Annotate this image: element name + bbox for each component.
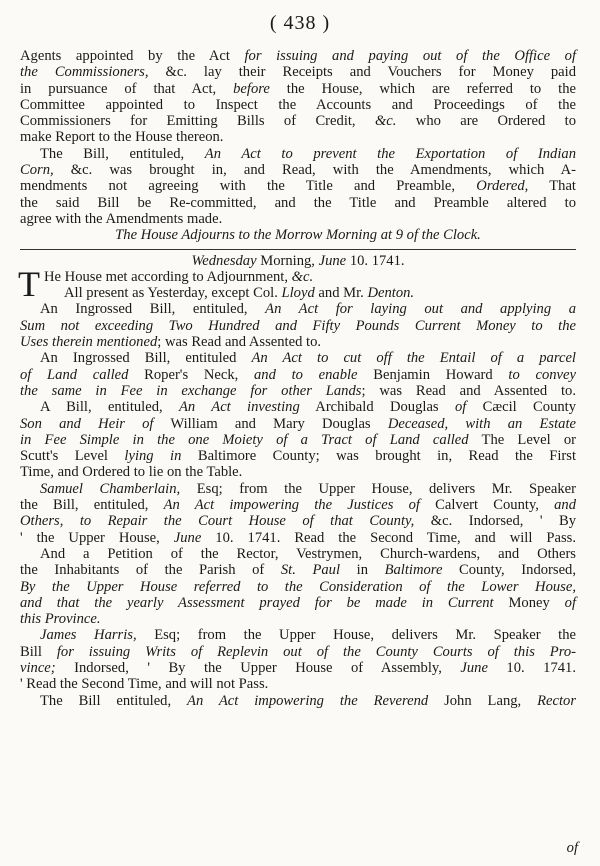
text-line: the same in Fee in exchange for other Lands; was Read and Assented to. — [20, 382, 577, 399]
text-line: in Fee Simple in the one Moiety of a Tract of Land called The Level or — [20, 431, 576, 448]
page-body — [20, 48, 576, 709]
text-line: Corn, &c. was brought in, and Read, with the Amendments, which A- — [20, 162, 576, 179]
text-line: Son and Heir of William and Mary Douglas Deceased, with an Estate — [20, 415, 576, 432]
text-line: James Harris, Esq; from the Upper House, delivers Mr. Speaker the — [40, 627, 577, 644]
text-line: Scutt's Level lying in Baltimore County; was brought in, Read the First — [20, 448, 577, 465]
text-line: and that the yearly Assessment prayed for be made in Current Money of — [20, 594, 576, 611]
text-line: the Commissioners, &c. lay their Receipts and Vouchers for Money paid — [20, 64, 576, 81]
section-heading: Wednesday Morning, June 10. 1741. — [191, 252, 405, 269]
text-line: An Ingrossed Bill, entituled An Act to cut off the Entail of a parcel — [40, 350, 576, 367]
page-number: ( 438 ) — [269, 12, 331, 34]
text-line: Others, to Repair the Court House of that County, &c. Indorsed, ' By — [20, 513, 576, 530]
text-line: Uses therein mentioned; was Read and Assented to. — [20, 334, 322, 351]
text-line: Time, and Ordered to lie on the Table. — [20, 464, 243, 481]
text-line: make Report to the House thereon. — [20, 129, 224, 146]
text-line: T He House met according to Adjournment, &c. — [18, 263, 314, 304]
text-line: agree with the Amendments made. — [20, 210, 223, 227]
text-line: An Ingrossed Bill, entituled, An Act for laying out and applying a — [40, 301, 576, 318]
text-line: in pursuance of that Act, before the House, which are referred to the — [20, 80, 576, 97]
text-line: Agents appointed by the Act for issuing and paying out of the Office of — [20, 48, 576, 64]
text-line: Commissioners for Emitting Bills of Credit, &c. who are Ordered to — [20, 113, 576, 130]
text-line: Sum not exceeding Two Hundred and Fifty Pounds Current Money to the — [20, 317, 576, 334]
adjournment-line: The House Adjourns to the Morrow Morning at 9 of the Clock. — [115, 227, 481, 244]
catchword: of — [566, 840, 578, 856]
text-line: of Land called Roper's Neck, and to enable Benjamin Howard to convey — [20, 366, 576, 383]
text-line: By the Upper House referred to the Consideration of the Lower House, — [20, 578, 576, 595]
text-line: mendments not agreeing with the Title and Preamble, Ordered, That — [20, 178, 576, 195]
text-line: All present as Yesterday, except Col. Lloyd and Mr. Denton. — [64, 285, 415, 302]
text-line: the Bill, entituled, An Act impowering the Justices of Calvert County, and — [20, 497, 576, 514]
text-line: Committee appointed to Inspect the Accounts and Proceedings of the — [20, 96, 576, 113]
text-line: Bill for issuing Writs of Replevin out of the County Courts of this Pro- — [20, 643, 577, 660]
text-line: A Bill, entituled, An Act investing Archibald Douglas of Cæcil County — [40, 399, 577, 416]
text-line: vince; Indorsed, ' By the Upper House of Assembly, June 10. 1741. — [20, 659, 576, 676]
text-line: Samuel Chamberlain, Esq; from the Upper House, delivers Mr. Speaker — [40, 480, 576, 497]
drop-cap: T — [18, 263, 40, 304]
text-line: the said Bill be Re-committed, and the Title and Preamble altered to — [20, 194, 576, 211]
text-line: And a Petition of the Rector, Vestrymen, Church-wardens, and Others — [40, 545, 576, 562]
text-line: ' Read the Second Time, and will not Pass. — [20, 676, 269, 693]
text-line: the Inhabitants of the Parish of St. Paul in Baltimore County, Indorsed, — [20, 562, 576, 579]
text-line: ' the Upper House, June 10. 1741. Read the Second Time, and will Pass. — [20, 529, 576, 546]
text-line: this Province. — [20, 611, 101, 628]
section-divider — [20, 249, 576, 250]
text-line: The Bill entituled, An Act impowering the Reverend John Lang, Rector — [40, 692, 577, 709]
text-line: The Bill, entituled, An Act to prevent the Exportation of Indian — [40, 145, 576, 162]
